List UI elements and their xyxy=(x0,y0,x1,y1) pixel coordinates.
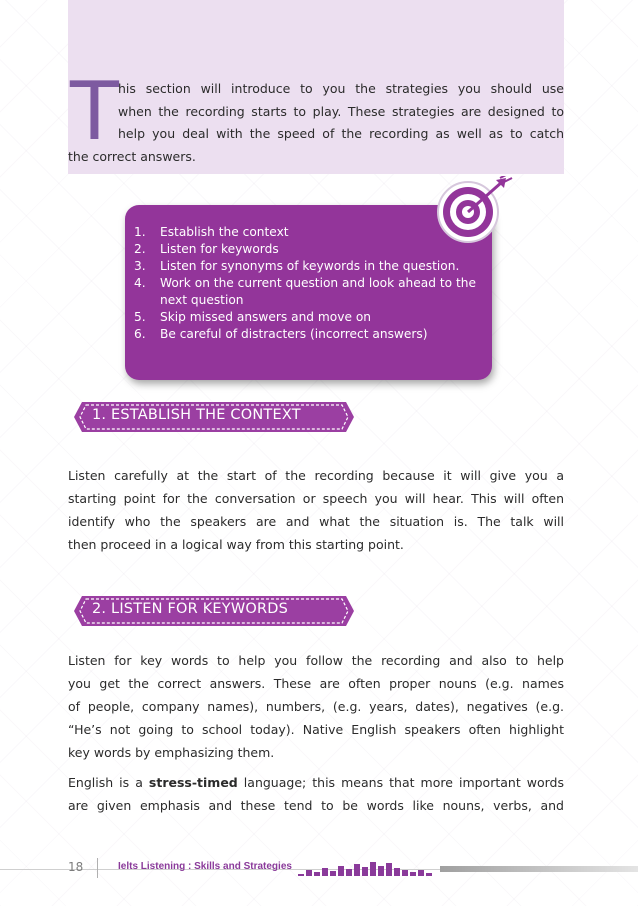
page-footer xyxy=(0,858,638,882)
section-heading-label: 2. LISTEN FOR KEYWORDS xyxy=(92,601,289,617)
strategy-item: 1. Establish the context xyxy=(134,225,289,239)
intro-line: help you deal with the speed of the recording as well as to catch xyxy=(118,126,564,141)
strategy-item: 5. Skip missed answers and move on xyxy=(134,310,371,324)
section1-paragraph: Listen carefully at the start of the recording because it will give you a starting point for the conversation or speech you will hear. This will often identify who the speakers are and what the situation is. The talk will then proceed in a logical way from this starting point. xyxy=(68,468,564,552)
footer-title: Ielts Listening : Skills and Strategies xyxy=(118,861,292,872)
section2-paragraph-2: English is a stress-timed language; this means that more important words are given emphasis and these tend to be words like nouns, verbs, and xyxy=(68,775,565,813)
intro-line: his section will introduce to you the strategies you should use xyxy=(118,81,564,96)
section-heading-establish-context xyxy=(68,400,356,434)
stress-timed-term: stress-timed xyxy=(148,775,238,790)
section2-paragraph: Listen for key words to help you follow the recording and also to help you get the correct answers. These are often proper nouns (e.g. names of people, company names), numbers, (e.g. years, dates), negatives (e.g. “He’s not going to school today). Native English speakers often highlight key words by emphasizing them. xyxy=(68,653,564,760)
strategy-item: 4. Work on the current question and look ahead to the next question xyxy=(134,276,476,307)
intro-line: the correct answers. xyxy=(68,148,196,164)
strategy-item: 6. Be careful of distracters (incorrect answers) xyxy=(134,327,428,341)
intro-paragraph xyxy=(68,78,564,168)
drop-cap: T xyxy=(70,65,119,158)
footer-gradient-bar xyxy=(440,866,638,872)
section-heading-label: 1. ESTABLISH THE CONTEXT xyxy=(92,407,301,423)
equalizer-icon xyxy=(298,858,440,878)
footer-divider xyxy=(97,858,98,878)
section-heading-listen-keywords xyxy=(68,594,356,628)
page-number: 18 xyxy=(68,860,84,874)
strategy-list xyxy=(134,224,484,343)
strategy-item: 3. Listen for synonyms of keywords in the question. xyxy=(134,259,460,273)
target-icon xyxy=(434,176,514,246)
intro-line: when the recording starts to play. These strategies are designed to xyxy=(118,103,564,119)
strategy-item: 2. Listen for keywords xyxy=(134,242,279,256)
